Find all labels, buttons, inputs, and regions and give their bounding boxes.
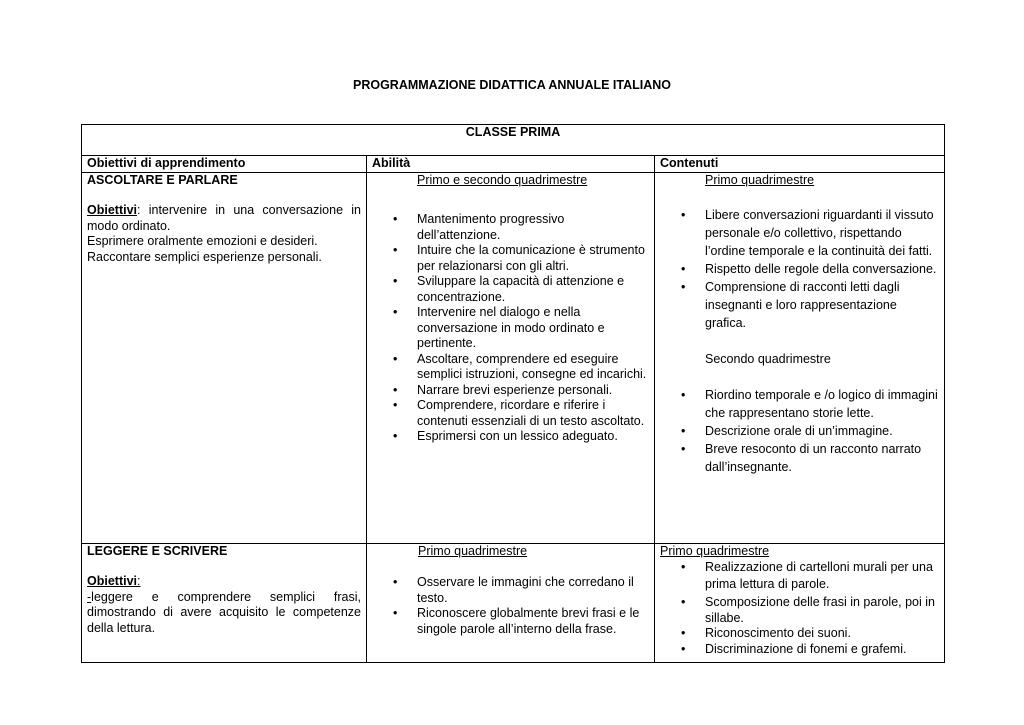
class-row xyxy=(82,125,945,156)
objectives-cell xyxy=(82,172,367,543)
list-item: • Riconoscimento dei suoni. xyxy=(705,626,939,642)
contents-list-1 xyxy=(660,559,939,657)
list-item: • Comprendere, ricordare e riferire i contenuti essenziali di un testo ascoltato. xyxy=(417,398,649,429)
list-item: • Esprimersi con un lessico adeguato. xyxy=(417,429,649,445)
objectives-label: Obiettivi xyxy=(87,203,138,217)
table-row xyxy=(82,172,945,543)
list-item: • Discriminazione di fonemi e grafemi. xyxy=(705,642,939,658)
contents-list-2 xyxy=(660,386,939,476)
programming-table xyxy=(81,124,945,663)
contents-cell xyxy=(655,543,945,662)
list-item: • Breve resoconto di un racconto narrato dall’insegnante. xyxy=(705,440,939,476)
objectives-extra-2: Raccontare semplici esperienze personali. xyxy=(87,249,322,264)
objectives-extra-1: Esprimere oralmente emozioni e desideri. xyxy=(87,234,318,248)
skills-list xyxy=(372,575,649,637)
list-item: • Realizzazione di cartelloni murali per una prima lettura di parole. xyxy=(705,559,939,593)
objectives-body: leggere e comprendere semplici frasi, dimostrando di avere acquisito le competenze della lettura. xyxy=(87,589,361,635)
list-item: • Sviluppare la capacità di attenzione e concentrazione. xyxy=(417,274,649,305)
list-item: • Comprensione di racconti letti dagli insegnanti e loro rappresentazione grafica. xyxy=(705,278,939,332)
contents-cell xyxy=(655,172,945,543)
section-title: LEGGERE E SCRIVERE xyxy=(87,543,228,558)
list-item: • Riconoscere globalmente brevi frasi e le singole parole all’interno della frase. xyxy=(417,606,649,637)
list-item: • Scomposizione delle frasi in parole, poi in sillabe. xyxy=(705,595,939,626)
class-label: CLASSE PRIMA xyxy=(82,125,945,156)
skills-list xyxy=(372,212,649,445)
list-item: • Intuire che la comunicazione è strumento per relazionarsi con gli altri. xyxy=(417,243,649,274)
objectives-dash: - xyxy=(87,589,92,604)
objectives-label: Obiettivi xyxy=(87,574,138,588)
objectives-body: : intervenire in una conversazione in modo ordinato. xyxy=(87,203,361,233)
list-item: • Rispetto delle regole della conversazione. xyxy=(705,260,939,278)
skills-period: Primo e secondo quadrimestre xyxy=(417,172,588,187)
skills-period: Primo quadrimestre xyxy=(418,543,528,558)
column-header-objectives: Obiettivi di apprendimento xyxy=(82,156,367,173)
contents-period-2: Secondo quadrimestre xyxy=(705,352,831,366)
skills-cell xyxy=(367,172,655,543)
list-item: • Osservare le immagini che corredano il testo. xyxy=(417,575,649,606)
contents-period-1: Primo quadrimestre xyxy=(705,172,815,187)
table-row xyxy=(82,543,945,662)
section-title: ASCOLTARE E PARLARE xyxy=(87,172,238,187)
list-item: • Intervenire nel dialogo e nella conversazione in modo ordinato e pertinente. xyxy=(417,305,649,352)
objectives-text xyxy=(87,203,361,234)
objectives-text xyxy=(87,590,361,637)
list-item: • Libere conversazioni riguardanti il vissuto personale e/o collettivo, rispettando l’ordine temporale e la continuità dei fatti. xyxy=(705,206,939,260)
objectives-heading xyxy=(87,574,361,590)
column-header-contents: Contenuti xyxy=(655,156,945,173)
document-title: PROGRAMMAZIONE DIDATTICA ANNUALE ITALIANO xyxy=(352,78,672,92)
list-item: • Narrare brevi esperienze personali. xyxy=(417,383,649,399)
list-item: • Riordino temporale e /o logico di immagini che rappresentano storie lette. xyxy=(705,386,939,422)
contents-period-1: Primo quadrimestre xyxy=(660,543,770,558)
list-item: • Descrizione orale di un’immagine. xyxy=(705,422,939,440)
contents-list-1 xyxy=(660,206,939,332)
skills-cell xyxy=(367,543,655,662)
objectives-cell xyxy=(82,543,367,662)
objectives-colon: : xyxy=(137,574,141,588)
header-row xyxy=(82,156,945,173)
list-item: • Mantenimento progressivo dell’attenzione. xyxy=(417,212,649,243)
column-header-skills: Abilità xyxy=(367,156,655,173)
list-item: • Ascoltare, comprendere ed eseguire semplici istruzioni, consegne ed incarichi. xyxy=(417,352,649,383)
